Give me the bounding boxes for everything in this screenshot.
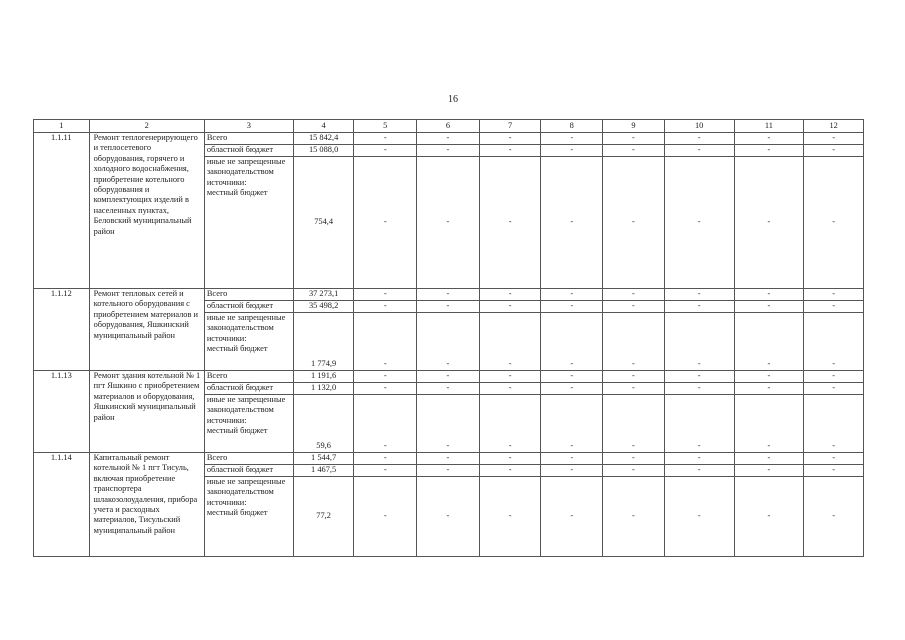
dash-cell: - <box>479 465 541 477</box>
dash-cell: - <box>664 371 734 383</box>
dash-cell: - <box>479 477 541 557</box>
dash-cell: - <box>541 157 603 289</box>
value-local: 77,2 <box>293 477 354 557</box>
source-local-label: местный бюджет <box>206 508 268 518</box>
dash-cell: - <box>804 313 864 371</box>
dash-cell: - <box>603 145 665 157</box>
dash-cell: - <box>804 383 864 395</box>
dash-cell: - <box>354 133 417 145</box>
value-local: 59,6 <box>293 395 354 453</box>
dash-cell: - <box>734 465 804 477</box>
dash-cell: - <box>354 465 417 477</box>
dash-cell: - <box>734 289 804 301</box>
dash-cell: - <box>417 157 480 289</box>
dash-cell: - <box>541 465 603 477</box>
column-header-4: 4 <box>293 120 354 133</box>
dash-cell: - <box>804 477 864 557</box>
dash-cell: - <box>479 371 541 383</box>
dash-cell: - <box>541 477 603 557</box>
dash-cell: - <box>354 371 417 383</box>
dash-cell: - <box>479 157 541 289</box>
source-other-label: иные не запрещенные законодательством источники: <box>206 313 286 343</box>
source-total-label: Всего <box>204 289 293 301</box>
value-regional: 15 088,0 <box>293 145 354 157</box>
dash-cell: - <box>734 313 804 371</box>
dash-cell: - <box>541 453 603 465</box>
source-total-label: Всего <box>204 453 293 465</box>
dash-cell: - <box>541 145 603 157</box>
dash-cell: - <box>734 145 804 157</box>
dash-cell: - <box>417 301 480 313</box>
source-other-cell <box>204 313 293 371</box>
dash-cell: - <box>603 157 665 289</box>
source-regional-label: областной бюджет <box>204 465 293 477</box>
header-row <box>34 120 864 133</box>
dash-cell: - <box>603 313 665 371</box>
dash-cell: - <box>479 313 541 371</box>
dash-cell: - <box>541 371 603 383</box>
dash-cell: - <box>603 371 665 383</box>
value-local: 754,4 <box>293 157 354 289</box>
dash-cell: - <box>603 383 665 395</box>
value-total: 1 191,6 <box>293 371 354 383</box>
source-other-cell <box>204 395 293 453</box>
dash-cell: - <box>734 453 804 465</box>
column-header-1: 1 <box>34 120 90 133</box>
dash-cell: - <box>804 395 864 453</box>
dash-cell: - <box>603 453 665 465</box>
dash-cell: - <box>734 133 804 145</box>
dash-cell: - <box>541 383 603 395</box>
dash-cell: - <box>603 301 665 313</box>
table-row <box>34 289 864 301</box>
dash-cell: - <box>417 371 480 383</box>
table-row <box>34 133 864 145</box>
table-block <box>34 289 864 371</box>
dash-cell: - <box>541 313 603 371</box>
source-local-label: местный бюджет <box>206 426 268 436</box>
dash-cell: - <box>417 313 480 371</box>
dash-cell: - <box>804 301 864 313</box>
table-block <box>34 371 864 453</box>
value-total: 1 544,7 <box>293 453 354 465</box>
budget-table <box>33 119 864 557</box>
dash-cell: - <box>541 133 603 145</box>
source-regional-label: областной бюджет <box>204 145 293 157</box>
value-total: 37 273,1 <box>293 289 354 301</box>
dash-cell: - <box>664 383 734 395</box>
row-name: Ремонт здания котельной № 1 пгт Яшкино с приобретением материалов и оборудования, Яшкинский муниципальный район <box>89 371 204 453</box>
dash-cell: - <box>354 395 417 453</box>
column-header-9: 9 <box>603 120 665 133</box>
dash-cell: - <box>354 313 417 371</box>
dash-cell: - <box>664 133 734 145</box>
dash-cell: - <box>354 289 417 301</box>
dash-cell: - <box>479 145 541 157</box>
dash-cell: - <box>603 133 665 145</box>
source-local-label: местный бюджет <box>206 344 268 354</box>
table-block <box>34 453 864 557</box>
dash-cell: - <box>479 301 541 313</box>
dash-cell: - <box>417 289 480 301</box>
dash-cell: - <box>354 453 417 465</box>
dash-cell: - <box>479 133 541 145</box>
dash-cell: - <box>541 301 603 313</box>
column-header-3: 3 <box>204 120 293 133</box>
source-other-label: иные не запрещенные законодательством источники: <box>206 157 286 187</box>
column-header-6: 6 <box>417 120 480 133</box>
row-number: 1.1.13 <box>34 371 90 453</box>
source-other-cell <box>204 157 293 289</box>
dash-cell: - <box>417 145 480 157</box>
dash-cell: - <box>417 395 480 453</box>
table-row <box>34 453 864 465</box>
dash-cell: - <box>734 371 804 383</box>
dash-cell: - <box>417 383 480 395</box>
dash-cell: - <box>734 157 804 289</box>
source-total-label: Всего <box>204 133 293 145</box>
dash-cell: - <box>804 453 864 465</box>
dash-cell: - <box>734 395 804 453</box>
row-name: Ремонт тепловых сетей и котельного оборудования с приобретением материалов и оборудования, Яшкинский муниципальный район <box>89 289 204 371</box>
dash-cell: - <box>664 145 734 157</box>
value-regional: 35 498,2 <box>293 301 354 313</box>
value-regional: 1 132,0 <box>293 383 354 395</box>
dash-cell: - <box>664 453 734 465</box>
dash-cell: - <box>734 477 804 557</box>
dash-cell: - <box>354 477 417 557</box>
column-header-12: 12 <box>804 120 864 133</box>
dash-cell: - <box>479 289 541 301</box>
source-other-label: иные не запрещенные законодательством источники: <box>206 395 286 425</box>
column-header-5: 5 <box>354 120 417 133</box>
column-header-8: 8 <box>541 120 603 133</box>
source-local-label: местный бюджет <box>206 188 268 198</box>
dash-cell: - <box>354 383 417 395</box>
dash-cell: - <box>664 157 734 289</box>
column-header-11: 11 <box>734 120 804 133</box>
dash-cell: - <box>417 133 480 145</box>
dash-cell: - <box>603 289 665 301</box>
dash-cell: - <box>354 157 417 289</box>
dash-cell: - <box>603 395 665 453</box>
dash-cell: - <box>734 301 804 313</box>
dash-cell: - <box>541 395 603 453</box>
dash-cell: - <box>804 371 864 383</box>
source-other-cell <box>204 477 293 557</box>
dash-cell: - <box>804 465 864 477</box>
value-local: 1 774,9 <box>293 313 354 371</box>
dash-cell: - <box>603 477 665 557</box>
value-regional: 1 467,5 <box>293 465 354 477</box>
source-regional-label: областной бюджет <box>204 301 293 313</box>
dash-cell: - <box>664 289 734 301</box>
table-row <box>34 371 864 383</box>
source-other-label: иные не запрещенные законодательством источники: <box>206 477 286 507</box>
dash-cell: - <box>804 157 864 289</box>
dash-cell: - <box>664 301 734 313</box>
dash-cell: - <box>541 289 603 301</box>
column-header-7: 7 <box>479 120 541 133</box>
dash-cell: - <box>417 477 480 557</box>
value-total: 15 842,4 <box>293 133 354 145</box>
table-block <box>34 133 864 289</box>
row-number: 1.1.11 <box>34 133 90 289</box>
dash-cell: - <box>664 465 734 477</box>
dash-cell: - <box>354 145 417 157</box>
row-number: 1.1.14 <box>34 453 90 557</box>
source-regional-label: областной бюджет <box>204 383 293 395</box>
column-header-2: 2 <box>89 120 204 133</box>
dash-cell: - <box>603 465 665 477</box>
dash-cell: - <box>479 383 541 395</box>
dash-cell: - <box>804 289 864 301</box>
dash-cell: - <box>354 301 417 313</box>
row-name: Ремонт теплогенерирующего и теплосетевого оборудования, горячего и холодного водоснабжения, приобретение котельного оборудования и комплектующих изделий в населенных пунктах, Беловский муниципальный район <box>89 133 204 289</box>
dash-cell: - <box>664 395 734 453</box>
dash-cell: - <box>479 453 541 465</box>
column-header-10: 10 <box>664 120 734 133</box>
source-total-label: Всего <box>204 371 293 383</box>
dash-cell: - <box>804 133 864 145</box>
dash-cell: - <box>479 395 541 453</box>
dash-cell: - <box>804 145 864 157</box>
dash-cell: - <box>664 313 734 371</box>
dash-cell: - <box>664 477 734 557</box>
dash-cell: - <box>417 465 480 477</box>
row-number: 1.1.12 <box>34 289 90 371</box>
row-name: Капитальный ремонт котельной № 1 пгт Тисуль, включая приобретение транспортера шлакозолоудаления, прибора учета и расходных материалов, Тисульский муниципальный район <box>89 453 204 557</box>
page-number: 16 <box>448 94 458 105</box>
dash-cell: - <box>417 453 480 465</box>
dash-cell: - <box>734 383 804 395</box>
